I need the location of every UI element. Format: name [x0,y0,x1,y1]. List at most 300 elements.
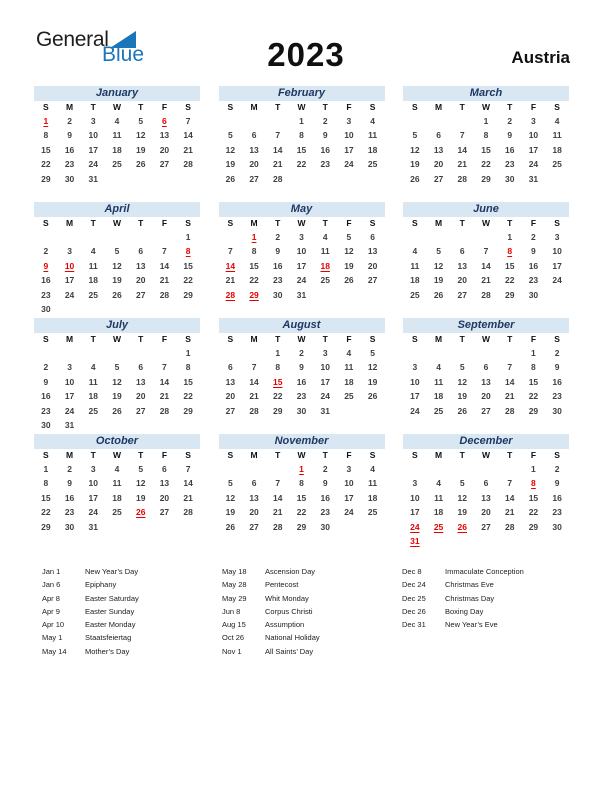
holiday-date: May 29 [222,593,247,603]
day-cell: 1 [43,464,49,474]
holiday-item [42,631,139,644]
day-cell: 22 [481,159,491,170]
day-cell: 8 [531,362,536,373]
week-row-august [219,389,385,403]
empty-day-cell [427,346,451,360]
day-cell: 9 [67,130,72,141]
day-cell: 12 [344,246,354,257]
day-cell: 14 [159,376,170,387]
week-row-march [403,143,569,157]
day-cell: 12 [457,376,468,387]
week-row-november [219,505,385,519]
day-cell: 16 [552,376,562,387]
day-cell: 18 [433,507,444,518]
month-october [34,434,200,550]
weekday-label: M [66,334,74,344]
weekday-label: T [138,218,144,228]
day-cell: 29 [504,289,515,300]
day-cell: 22 [183,275,193,286]
day-cell: 3 [346,116,352,126]
weekday-label: F [346,218,352,228]
day-cell: 30 [528,289,539,300]
week-row-august [219,375,385,389]
day-cell: 3 [554,232,560,242]
day-cell: 3 [412,478,418,489]
empty-day-cell [153,346,177,360]
holiday-item [402,618,524,631]
day-cell: 9 [554,478,560,489]
weekday-label: W [112,102,121,112]
holiday-item [402,605,524,618]
day-cell: 18 [410,275,420,286]
day-cell: 22 [249,275,259,286]
holiday-item [402,578,524,591]
month-december [403,434,569,550]
day-cell: 7 [227,246,233,257]
weekday-label: F [530,218,537,228]
day-cell: 9 [531,246,536,257]
day-cell: 16 [273,260,283,271]
day-cell: 29 [528,521,539,532]
weekday-label: S [185,450,191,460]
weekday-label: T [322,450,328,460]
day-cell: 12 [135,130,146,141]
day-cell: 13 [481,492,491,503]
holiday-date: May 28 [222,580,247,590]
day-cell: 3 [299,232,304,242]
day-cell: 30 [273,289,283,300]
day-cell: 17 [552,260,562,271]
day-cell: 21 [183,144,193,155]
empty-day-cell [313,288,337,302]
empty-day-cell [522,534,546,548]
weekday-header-december [403,449,569,462]
day-cell: 8 [275,362,281,373]
holiday-name: Mother’s Day [85,646,130,656]
day-cell: 28 [504,521,515,532]
week-row-july [34,389,200,403]
day-cell: 11 [434,376,444,387]
holiday-name: Epiphany [85,580,117,590]
day-cell: 12 [225,492,236,503]
holiday-day-cell: 14 [225,260,236,271]
day-cell: 1 [299,116,304,126]
empty-day-cell [129,418,153,432]
empty-day-cell [545,172,569,186]
weekday-label: F [161,218,168,228]
day-cell: 18 [344,376,354,387]
day-cell: 24 [88,507,99,518]
day-cell: 21 [457,159,468,170]
day-cell: 11 [410,260,420,271]
empty-day-cell [219,346,243,360]
day-cell: 20 [225,391,236,402]
day-cell: 26 [410,173,420,184]
holiday-date: May 1 [42,633,63,643]
day-cell: 25 [552,159,562,170]
day-cell: 1 [185,232,191,242]
holiday-day-cell: 8 [531,478,536,489]
day-cell: 19 [367,376,378,387]
weekday-label: S [369,334,376,344]
holiday-name: Whit Monday [265,593,309,603]
day-cell: 19 [433,275,444,286]
holiday-list-column-3 [402,565,524,631]
day-cell: 17 [410,507,420,518]
weekday-label: W [112,450,121,460]
weekday-label: T [275,334,281,344]
day-cell: 1 [531,348,536,358]
day-cell: 2 [299,348,304,358]
weekday-label: T [90,450,96,460]
holiday-date: Jan 1 [42,567,61,576]
weekday-label: T [322,102,328,112]
empty-day-cell [266,114,290,128]
day-cell: 23 [64,159,75,170]
day-cell: 13 [135,376,146,387]
day-cell: 28 [249,405,259,416]
day-cell: 17 [88,492,99,503]
month-title-may: May [219,202,385,217]
day-cell: 1 [275,348,281,358]
day-cell: 6 [483,478,489,489]
day-cell: 27 [457,289,468,300]
page-title-year: 2023 [267,36,345,73]
day-cell: 27 [135,405,146,416]
empty-day-cell [176,172,200,186]
month-title-july: July [34,318,200,333]
day-cell: 30 [552,521,562,532]
day-cell: 12 [135,478,146,489]
weekday-label: S [185,334,191,344]
day-cell: 12 [367,362,378,373]
weekday-label: F [530,102,537,112]
day-cell: 3 [346,464,352,474]
weekday-label: S [412,102,418,112]
empty-day-cell [266,462,290,476]
week-row-july [34,418,200,432]
empty-day-cell [34,346,58,360]
day-cell: 30 [296,405,307,416]
day-cell: 14 [249,376,259,387]
empty-day-cell [219,462,243,476]
month-june [403,202,569,318]
day-cell: 11 [112,478,122,489]
weekday-label: F [161,450,168,460]
months-grid [34,86,569,550]
day-cell: 16 [41,391,51,402]
logo-word-blue: Blue [101,43,144,66]
week-row-november [219,476,385,490]
day-cell: 1 [507,232,513,242]
empty-day-cell [361,520,385,534]
holiday-name: Easter Saturday [85,593,139,603]
weekday-label: T [459,450,465,460]
day-cell: 8 [251,246,257,257]
day-cell: 12 [410,144,420,155]
weekday-label: F [530,450,537,460]
day-cell: 2 [275,232,281,242]
weekday-label: W [481,334,490,344]
holiday-name: Corpus Christi [265,606,313,616]
empty-day-cell [427,230,451,244]
day-cell: 23 [552,391,562,402]
empty-day-cell [337,172,361,186]
empty-day-cell [450,462,474,476]
day-cell: 15 [296,144,307,155]
day-cell: 21 [159,391,170,402]
day-cell: 28 [273,521,283,532]
week-row-january [34,114,200,128]
day-cell: 31 [88,173,99,184]
day-cell: 5 [227,130,233,141]
day-cell: 13 [367,246,378,257]
day-cell: 27 [249,521,259,532]
empty-day-cell [58,302,82,316]
day-cell: 22 [528,391,539,402]
day-cell: 30 [552,405,562,416]
day-cell: 22 [296,159,307,170]
day-cell: 17 [410,391,420,402]
day-cell: 26 [225,173,236,184]
week-row-february [219,172,385,186]
holiday-name: Boxing Day [445,606,484,616]
day-cell: 29 [41,173,51,184]
day-cell: 23 [320,507,330,518]
empty-day-cell [474,534,498,548]
weekday-label: S [554,334,560,344]
day-cell: 6 [483,362,489,373]
day-cell: 18 [112,492,122,503]
empty-day-cell [176,302,200,316]
day-cell: 28 [183,159,193,170]
day-cell: 5 [138,464,144,474]
day-cell: 3 [90,116,96,126]
day-cell: 5 [459,478,465,489]
day-cell: 14 [183,478,193,489]
day-cell: 8 [43,130,49,141]
day-cell: 9 [322,130,328,141]
day-cell: 19 [410,159,420,170]
empty-day-cell [361,288,385,302]
day-cell: 10 [88,478,99,489]
day-cell: 3 [531,116,536,126]
day-cell: 25 [344,391,354,402]
week-row-december [403,462,569,476]
day-cell: 11 [434,492,444,503]
holiday-name: Immaculate Conception [445,567,524,576]
holiday-day-cell: 1 [299,464,304,474]
day-cell: 16 [64,492,75,503]
weekday-label: T [322,334,328,344]
day-cell: 18 [88,275,99,286]
day-cell: 21 [481,275,491,286]
holiday-item [222,618,320,631]
month-title-april: April [34,202,200,217]
week-row-november [219,520,385,534]
day-cell: 28 [183,507,193,518]
day-cell: 17 [88,144,99,155]
holiday-date: Dec 31 [402,620,426,630]
holiday-item [42,645,139,658]
day-cell: 15 [41,492,51,503]
empty-day-cell [153,302,177,316]
day-cell: 26 [225,521,236,532]
day-cell: 9 [322,478,328,489]
month-title-june: June [403,202,569,217]
day-cell: 11 [552,130,562,141]
day-cell: 6 [227,362,233,373]
holiday-date: Jan 6 [42,580,61,590]
day-cell: 20 [159,492,170,503]
day-cell: 15 [528,376,539,387]
weekday-header-august [219,333,385,346]
week-row-december [403,476,569,490]
day-cell: 7 [483,246,489,257]
day-cell: 13 [159,478,170,489]
empty-day-cell [129,346,153,360]
weekday-header-february [219,101,385,114]
weekday-label: S [43,218,49,228]
day-cell: 29 [41,521,51,532]
holiday-name: Pentecost [265,580,299,590]
empty-day-cell [105,418,129,432]
week-row-september [403,389,569,403]
holiday-date: Aug 15 [222,620,246,630]
holiday-name: Christmas Day [445,593,495,603]
day-cell: 16 [528,260,539,271]
day-cell: 20 [367,260,378,271]
day-cell: 19 [112,391,122,402]
empty-day-cell [242,346,266,360]
day-cell: 22 [528,507,539,518]
week-row-july [34,375,200,389]
day-cell: 12 [457,492,468,503]
empty-day-cell [105,346,129,360]
week-row-june [403,259,569,273]
day-cell: 23 [41,289,51,300]
week-row-april [34,230,200,244]
empty-day-cell [105,520,129,534]
day-cell: 11 [88,260,98,271]
day-cell: 11 [344,362,354,373]
day-cell: 10 [296,246,307,257]
day-cell: 7 [162,246,167,257]
month-title-march: March [403,86,569,101]
day-cell: 15 [249,260,259,271]
day-cell: 2 [43,362,49,373]
day-cell: 10 [552,246,562,257]
week-row-november [219,491,385,505]
day-cell: 6 [251,130,257,141]
weekday-label: T [138,102,144,112]
day-cell: 24 [552,275,562,286]
weekday-label: T [90,218,96,228]
holiday-name: Easter Monday [85,620,136,630]
weekday-header-march [403,101,569,114]
weekday-label: T [507,334,513,344]
empty-day-cell [34,230,58,244]
day-cell: 11 [368,478,378,489]
empty-day-cell [58,230,82,244]
day-cell: 19 [225,159,236,170]
week-row-august [219,346,385,360]
day-cell: 27 [481,521,491,532]
day-cell: 21 [504,507,515,518]
day-cell: 16 [64,144,75,155]
empty-day-cell [153,418,177,432]
weekday-label: F [346,450,352,460]
weekday-label: S [369,218,376,228]
holiday-day-cell: 15 [273,376,283,387]
day-cell: 23 [504,159,515,170]
weekday-header-january [34,101,200,114]
day-cell: 2 [554,464,560,474]
holiday-item [42,605,139,618]
weekday-label: T [90,102,96,112]
weekday-label: M [66,450,74,460]
day-cell: 8 [299,130,304,141]
day-cell: 1 [185,348,191,358]
month-january [34,86,200,202]
day-cell: 23 [64,507,75,518]
day-cell: 24 [64,405,75,416]
day-cell: 23 [273,275,283,286]
holiday-date: Dec 8 [402,567,422,576]
weekday-label: T [322,218,328,228]
week-row-april [34,244,200,258]
week-row-september [403,404,569,418]
week-row-march [403,114,569,128]
holiday-item [402,565,524,578]
week-row-april [34,288,200,302]
holiday-item [42,578,139,591]
day-cell: 23 [528,275,539,286]
day-cell: 1 [531,464,536,474]
weekday-label: T [275,450,281,460]
week-row-december [403,505,569,519]
day-cell: 17 [64,275,75,286]
country-label: Austria [511,48,570,67]
day-cell: 5 [227,478,233,489]
weekday-label: W [481,102,490,112]
day-cell: 20 [249,507,259,518]
empty-day-cell [290,172,314,186]
day-cell: 18 [88,391,99,402]
day-cell: 26 [112,289,122,300]
day-cell: 24 [528,159,539,170]
day-cell: 2 [507,116,513,126]
weekday-label: S [412,334,418,344]
holiday-day-cell: 10 [64,260,75,271]
day-cell: 13 [249,144,259,155]
day-cell: 29 [183,289,193,300]
day-cell: 31 [88,521,99,532]
weekday-label: S [369,102,376,112]
holiday-day-cell: 6 [162,116,167,126]
day-cell: 13 [457,260,468,271]
month-august [219,318,385,434]
day-cell: 19 [135,144,146,155]
day-cell: 22 [41,159,51,170]
empty-day-cell [81,302,105,316]
weekday-label: S [43,334,49,344]
empty-day-cell [403,114,427,128]
month-february [219,86,385,202]
month-title-january: January [34,86,200,101]
day-cell: 26 [135,159,146,170]
month-title-february: February [219,86,385,101]
